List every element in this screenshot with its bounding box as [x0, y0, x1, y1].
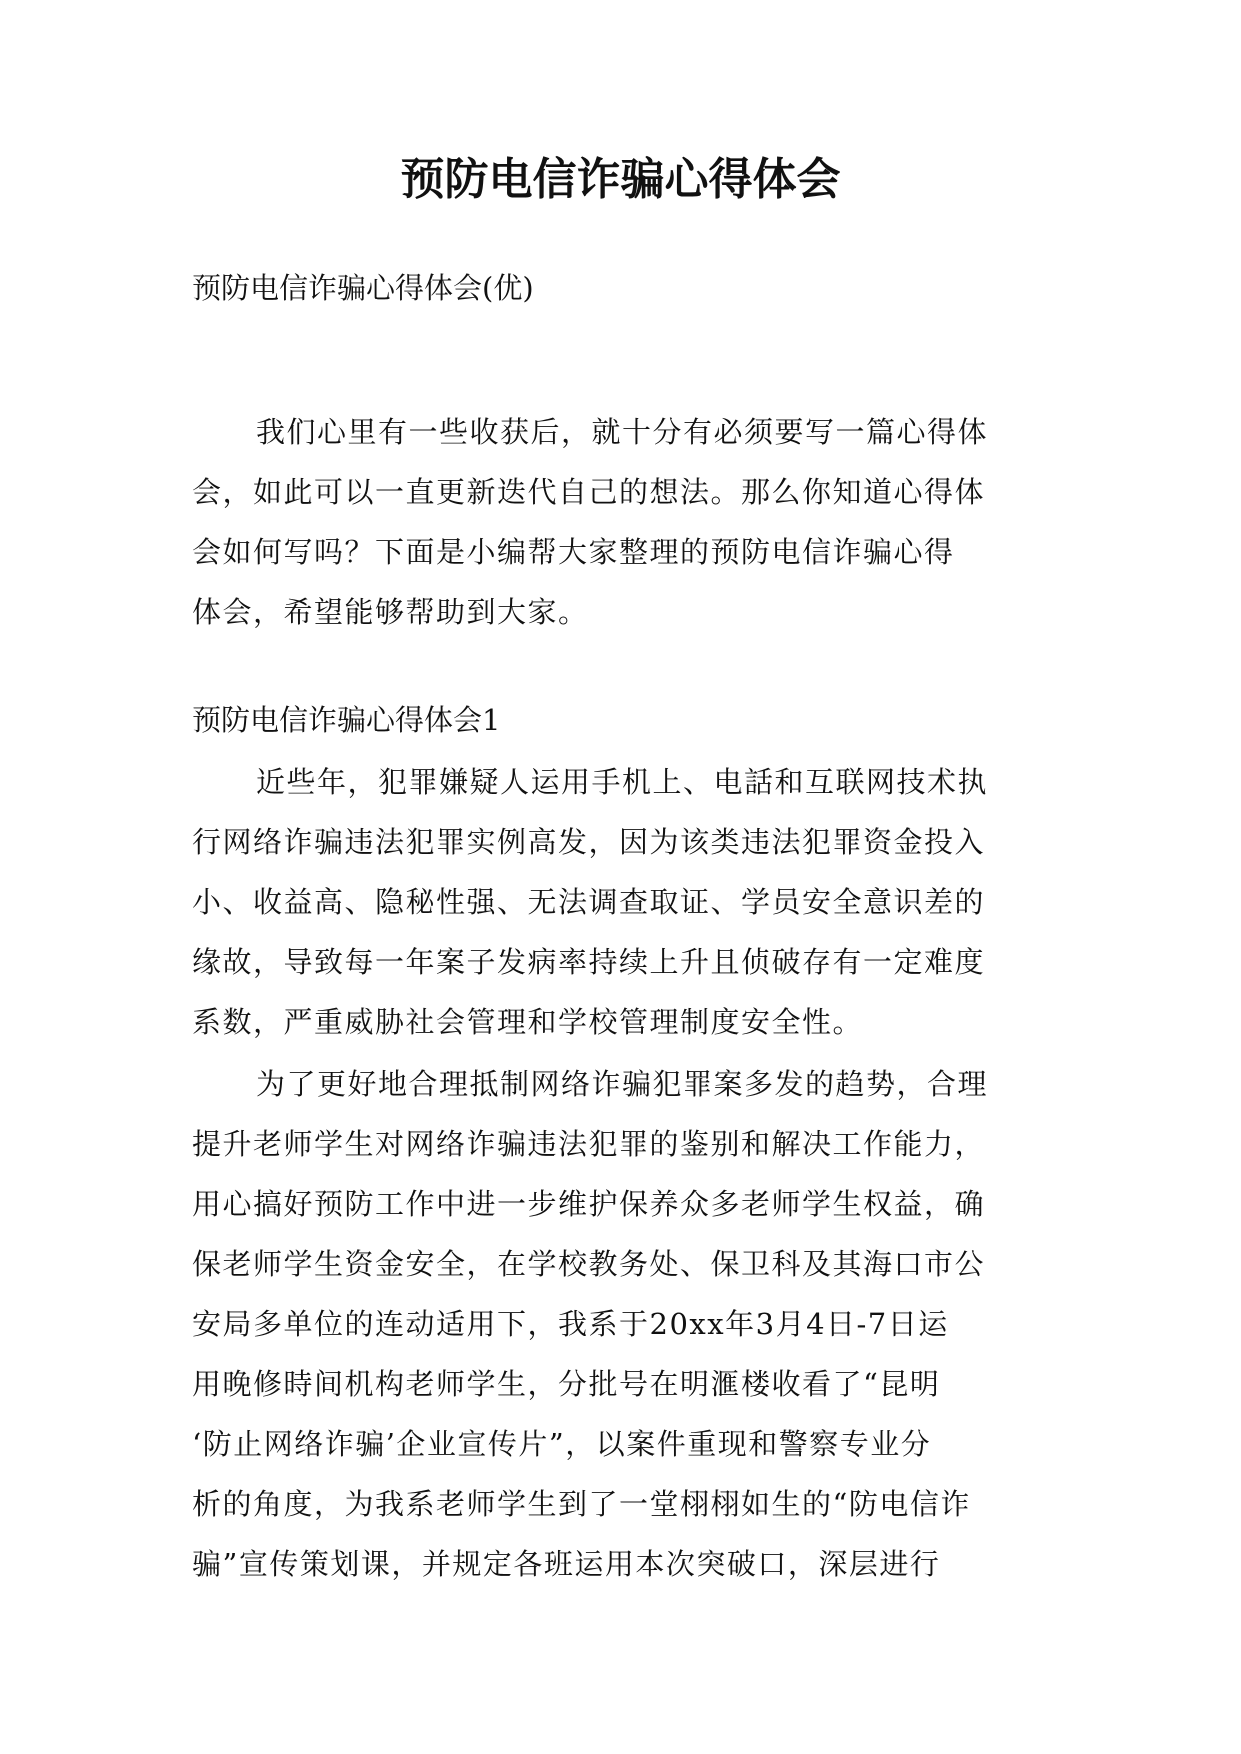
body-paragraph-2	[192, 1054, 1052, 1594]
paragraph-line: 提升老师学生对网络诈骗违法犯罪的鉴别和解决工作能力，	[192, 1127, 986, 1161]
intro-paragraph	[192, 402, 1052, 642]
intro-line: 会，如此可以一直更新迭代自己的想法。那么你知道心得体	[192, 475, 986, 509]
body-paragraph-1	[192, 752, 1052, 1052]
paragraph-line: 骗”宣传策划课，并规定各班运用本次突破口，深层进行	[192, 1547, 941, 1581]
intro-line: 会如何写吗？下面是小编帮大家整理的预防电信诈骗心得	[192, 535, 955, 569]
paragraph-line: 用晚修時间机构老师学生，分批号在明滙楼收看了“昆明	[192, 1367, 941, 1401]
paragraph-line: 系数，严重威胁社会管理和学校管理制度安全性。	[192, 1005, 864, 1039]
intro-line: 体会，希望能够帮助到大家。	[192, 595, 589, 629]
paragraph-line: 析的角度，为我系老师学生到了一堂栩栩如生的“防电信诈	[192, 1487, 971, 1521]
paragraph-line: 安局多单位的连动适用下，我系于20xx年3月4日-7日运	[192, 1307, 949, 1341]
paragraph-line: 近些年，犯罪嫌疑人运用手机上、电話和互联网技术执	[256, 765, 989, 799]
paragraph-line: 小、收益高、隐秘性强、无法调查取证、学员安全意识差的	[192, 885, 986, 919]
paragraph-line: 缘故，导致每一年案子发病率持续上升且侦破存有一定难度	[192, 945, 986, 979]
document-title: 预防电信诈骗心得体会	[400, 154, 841, 205]
paragraph-line: 为了更好地合理抵制网络诈骗犯罪案多发的趋势，合理	[256, 1067, 989, 1101]
section-heading: 预防电信诈骗心得体会1	[192, 703, 501, 737]
paragraph-line: 保老师学生资金安全，在学校教务处、保卫科及其海口市公	[192, 1247, 986, 1281]
paragraph-line: ‘防止网络诈骗’企业宣传片”，以案件重现和警察专业分	[192, 1427, 932, 1461]
document-subtitle: 预防电信诈骗心得体会(优)	[192, 271, 534, 305]
intro-line: 我们心里有一些收获后，就十分有必须要写一篇心得体	[256, 415, 989, 449]
paragraph-line: 行网络诈骗违法犯罪实例高发，因为该类违法犯罪资金投入	[192, 825, 986, 859]
paragraph-line: 用心搞好预防工作中进一步维护保养众多老师学生权益，确	[192, 1187, 986, 1221]
